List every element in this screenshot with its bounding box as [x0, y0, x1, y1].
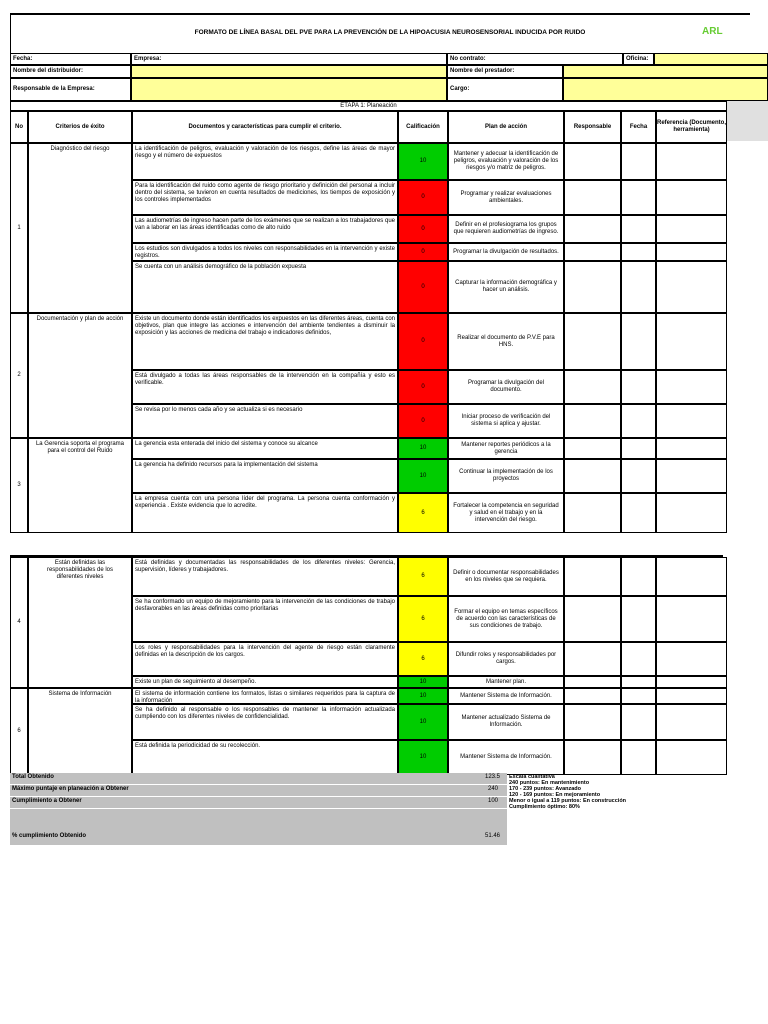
referencia-cell[interactable]	[656, 404, 727, 438]
criterion-document: Las audiometrías de ingreso hacen parte de los exámenes que se realizan a los trabajadores que van a laborar en las áreas identificadas como de alto ruido	[132, 215, 398, 243]
referencia-cell[interactable]	[656, 459, 727, 493]
section-planeacion-2	[10, 555, 723, 773]
action-plan: Capturar la información demográfica y hacer un análisis.	[448, 261, 564, 313]
score-cell[interactable]: 0	[398, 404, 448, 438]
pct-label: % cumplimiento Obtenido	[12, 833, 87, 839]
criterion-document: Está definidas y documentadas las responsabilidades de los diferentes niveles: Gerencia, supervisión, líderes y trabajadores.	[132, 557, 398, 596]
arl-label: ARL	[702, 26, 723, 37]
fecha-cell[interactable]	[621, 676, 656, 688]
fecha-cell[interactable]	[621, 493, 656, 533]
etapa-title: ETAPA 1: Planeación	[10, 101, 727, 111]
fecha-cell[interactable]	[621, 215, 656, 243]
referencia-cell[interactable]	[656, 493, 727, 533]
column-headers	[10, 111, 727, 143]
fecha-cell[interactable]	[621, 404, 656, 438]
col-plan: Plan de acción	[448, 111, 564, 143]
responsable-cell[interactable]	[564, 704, 621, 740]
score-cell[interactable]: 10	[398, 676, 448, 688]
responsable-cell[interactable]	[564, 642, 621, 676]
fecha-cell[interactable]	[621, 688, 656, 704]
criterion-document: La gerencia esta enterada del inicio del sistema y conoce su alcance	[132, 438, 398, 459]
scale-line: Escala cualitativa	[509, 774, 555, 780]
action-plan: Continuar la implementación de los proyectos	[448, 459, 564, 493]
referencia-cell[interactable]	[656, 180, 727, 215]
criterion-document: Los estudios son divulgados a todos los niveles con responsabilidades en la intervención y existe registros.	[132, 243, 398, 261]
referencia-cell[interactable]	[656, 438, 727, 459]
prestador-field[interactable]	[563, 65, 768, 78]
referencia-cell[interactable]	[656, 557, 727, 596]
fecha-cell[interactable]	[621, 642, 656, 676]
criterion-document: La identificación de peligros, evaluación y valoración de los riesgos, define las áreas de mayor riesgo y el número de expuestos	[132, 143, 398, 180]
fecha-cell[interactable]	[621, 438, 656, 459]
qualitative-scale	[509, 774, 723, 810]
score-cell[interactable]: 0	[398, 370, 448, 404]
action-plan: Realizar el documento de P.V.E para HNS.	[448, 313, 564, 370]
fecha-cell[interactable]	[621, 370, 656, 404]
max-value: 240	[488, 786, 499, 792]
referencia-cell[interactable]	[656, 642, 727, 676]
col-criterios: Criterios de éxito	[28, 111, 132, 143]
scale-line: 240 puntos: En mantenimiento	[509, 780, 590, 786]
col-fecha: Fecha	[621, 111, 656, 143]
cargo-field[interactable]	[563, 78, 768, 101]
criterion-document: Los roles y responsabilidades para la intervención del agente de riesgo están claramente definidas en la descripción de los cargos.	[132, 642, 398, 676]
action-plan: Definir en el profesiograma los grupos que requieren audiometrías de ingreso.	[448, 215, 564, 243]
fecha-cell[interactable]	[621, 243, 656, 261]
criterion-document: Se ha definido al responsable o los responsables de mantener la información actualizada cumpliendo con los diferentes niveles de confidencialidad.	[132, 704, 398, 740]
col-calificacion: Calificación	[398, 111, 448, 143]
criterion-document: Existe un documento donde están identificados los expuestos en las diferentes áreas, cuenta con objetivos, plan que integre las acciones e intervención del ambiente tendientes a disminuir la exposición y las acciones de medicina del trabajo e indicadores definidos,	[132, 313, 398, 370]
etapa-side-fill	[727, 101, 768, 141]
responsable-cell[interactable]	[564, 143, 621, 180]
oficina-label: Oficina:	[623, 53, 654, 65]
score-cell[interactable]: 10	[398, 438, 448, 459]
referencia-cell[interactable]	[656, 215, 727, 243]
scale-line: 120 - 169 puntos: En mejoramiento	[509, 792, 601, 798]
cumpl-value: 100	[488, 798, 499, 804]
criterion-document: Está divulgado a todas las áreas responsables de la intervención en la compañía y esto es verificable.	[132, 370, 398, 404]
referencia-cell[interactable]	[656, 676, 727, 688]
criterion-document: La gerencia ha definido recursos para la implementación del sistema	[132, 459, 398, 493]
fecha-cell[interactable]	[621, 740, 656, 775]
total-value: 123.5	[485, 774, 501, 780]
fecha-cell[interactable]	[621, 261, 656, 313]
referencia-cell[interactable]	[656, 596, 727, 642]
responsable-cell[interactable]	[564, 404, 621, 438]
col-documentos: Documentos y características para cumplir el criterio.	[132, 111, 398, 143]
score-cell[interactable]: 0	[398, 243, 448, 261]
fecha-cell[interactable]	[621, 704, 656, 740]
responsable-cell[interactable]	[564, 313, 621, 370]
criterion-number: 3	[10, 438, 28, 533]
responsable-cell[interactable]	[564, 459, 621, 493]
referencia-cell[interactable]	[656, 143, 727, 180]
score-cell[interactable]: 10	[398, 688, 448, 704]
criterion-name: La Gerencia soporta el programa para el control del Ruido	[28, 438, 132, 533]
referencia-cell[interactable]	[656, 740, 727, 775]
fecha-cell[interactable]	[621, 143, 656, 180]
responsable-cell[interactable]	[564, 596, 621, 642]
criterion-document: Se revisa por lo menos cada año y se actualiza si es necesario	[132, 404, 398, 438]
criterion-name: Están definidas las responsabilidades de los diferentes niveles	[28, 557, 132, 688]
responsable-cell[interactable]	[564, 740, 621, 775]
responsable-cell[interactable]	[564, 676, 621, 688]
score-cell[interactable]: 0	[398, 261, 448, 313]
action-plan: Programar y realizar evaluaciones ambientales.	[448, 180, 564, 215]
score-cell[interactable]: 10	[398, 459, 448, 493]
action-plan: Formar el equipo en temas específicos de acuerdo con las características de sus condiciones de trabajo.	[448, 596, 564, 642]
responsable-cell[interactable]	[564, 215, 621, 243]
max-label: Máximo puntaje en planeación a Obtener	[12, 786, 129, 792]
col-referencia: Referencia (Documento, herramienta)	[656, 111, 727, 143]
score-cell[interactable]: 6	[398, 557, 448, 596]
referencia-cell[interactable]	[656, 313, 727, 370]
criterion-document: Se cuenta con un análisis demográfico de la población expuesta	[132, 261, 398, 313]
responsable-label: Responsable de la Empresa:	[10, 78, 131, 101]
action-plan: Programar la divulgación de resultados.	[448, 243, 564, 261]
score-cell[interactable]: 0	[398, 215, 448, 243]
action-plan: Mantener actualizado Sistema de Información.	[448, 704, 564, 740]
fecha-cell[interactable]	[621, 557, 656, 596]
score-cell[interactable]: 10	[398, 704, 448, 740]
responsable-cell[interactable]	[564, 261, 621, 313]
responsable-cell[interactable]	[564, 180, 621, 215]
criterion-document: Está definida la periodicidad de su recolección.	[132, 740, 398, 775]
score-cell[interactable]: 6	[398, 642, 448, 676]
score-cell[interactable]: 6	[398, 493, 448, 533]
criterion-document: Existe un plan de seguimiento al desempeño.	[132, 676, 398, 688]
referencia-cell[interactable]	[656, 688, 727, 704]
responsable-cell[interactable]	[564, 438, 621, 459]
referencia-cell[interactable]	[656, 704, 727, 740]
responsable-field[interactable]	[131, 78, 447, 101]
action-plan: Definir o documentar responsabilidades en los niveles que se requiera.	[448, 557, 564, 596]
action-plan: Programar la divulgación del documento.	[448, 370, 564, 404]
criterion-document: Se ha conformado un equipo de mejoramiento para la intervención de las condiciones de trabajo desfavorables en las áreas definidas como prioritarias	[132, 596, 398, 642]
score-cell[interactable]: 6	[398, 596, 448, 642]
criterion-document: El sistema de información contiene los formatos, listas o similares requeridos para la captura de la información	[132, 688, 398, 704]
cumpl-label: Cumplimiento a Obtener	[12, 798, 82, 804]
oficina-field[interactable]	[654, 53, 768, 65]
cargo-label: Cargo:	[447, 78, 563, 101]
contrato-label: No contrato:	[447, 53, 623, 65]
criterion-number: 1	[10, 143, 28, 313]
referencia-cell[interactable]	[656, 261, 727, 313]
responsable-cell[interactable]	[564, 557, 621, 596]
score-cell[interactable]: 10	[398, 740, 448, 775]
referencia-cell[interactable]	[656, 243, 727, 261]
fecha-cell[interactable]	[621, 313, 656, 370]
criterion-name: Sistema de Información	[28, 688, 132, 775]
criterion-name: Diagnóstico del riesgo	[28, 143, 132, 313]
score-cell[interactable]: 0	[398, 313, 448, 370]
total-label: Total Obtenido	[12, 774, 54, 780]
scale-line: Menor o igual a 119 puntos: En construcción	[509, 798, 627, 804]
scale-line: Cumplimiento óptimo: 80%	[509, 804, 580, 810]
score-cell[interactable]: 0	[398, 180, 448, 215]
distribuidor-field[interactable]	[131, 65, 447, 78]
totals-block	[10, 773, 723, 845]
header-block	[10, 53, 768, 101]
action-plan: Mantener reportes periódicos a la gerencia	[448, 438, 564, 459]
col-responsable: Responsable	[564, 111, 621, 143]
action-plan: Mantener plan.	[448, 676, 564, 688]
responsable-cell[interactable]	[564, 493, 621, 533]
scale-line: 170 - 239 puntos: Avanzado	[509, 786, 582, 792]
action-plan: Difundir roles y responsabilidades por cargos.	[448, 642, 564, 676]
fecha-cell[interactable]	[621, 459, 656, 493]
section-planeacion-1	[10, 143, 723, 533]
distribuidor-label: Nombre del distribuidor:	[10, 65, 131, 78]
responsable-cell[interactable]	[564, 688, 621, 704]
fecha-label: Fecha:	[10, 53, 131, 65]
responsable-cell[interactable]	[564, 243, 621, 261]
action-plan: Mantener Sistema de Información.	[448, 740, 564, 775]
criterion-number: 4	[10, 557, 28, 688]
fecha-cell[interactable]	[621, 596, 656, 642]
pct-value: 51.46	[485, 833, 501, 839]
fecha-cell[interactable]	[621, 180, 656, 215]
criterion-number: 2	[10, 313, 28, 438]
criterion-document: La empresa cuenta con una persona líder del programa. La persona cuenta conformación y experiencia . Existe evidencia que lo acredite.	[132, 493, 398, 533]
action-plan: Mantener Sistema de Información.	[448, 688, 564, 704]
referencia-cell[interactable]	[656, 370, 727, 404]
empresa-label: Empresa:	[131, 53, 447, 65]
action-plan: Mantener y adecuar la identificación de peligros, evaluación y valoración de los riesgos y/o matriz de peligros.	[448, 143, 564, 180]
criterion-document: Para la identificación del ruido como agente de riesgo prioritario y definición del personal a incluir dentro del sistema, se tuvieron en cuenta resultados de mediciones, los tiempos de exposición y los controles implementados	[132, 180, 398, 215]
prestador-label: Nombre del prestador:	[447, 65, 563, 78]
action-plan: Iniciar proceso de verificación del sistema si aplica y ajustar.	[448, 404, 564, 438]
document-title: FORMATO DE LÍNEA BASAL DEL PVE PARA LA PREVENCIÓN DE LA HIPOACUSIA NEUROSENSORIAL INDUCIDA POR RUIDO	[194, 28, 586, 36]
col-no: No	[10, 111, 28, 143]
score-cell[interactable]: 10	[398, 143, 448, 180]
action-plan: Fortalecer la competencia en seguridad y salud en el trabajo y en la intervención del riesgo.	[448, 493, 564, 533]
responsable-cell[interactable]	[564, 370, 621, 404]
criterion-name: Documentación y plan de acción	[28, 313, 132, 438]
criterion-number: 6	[10, 688, 28, 775]
